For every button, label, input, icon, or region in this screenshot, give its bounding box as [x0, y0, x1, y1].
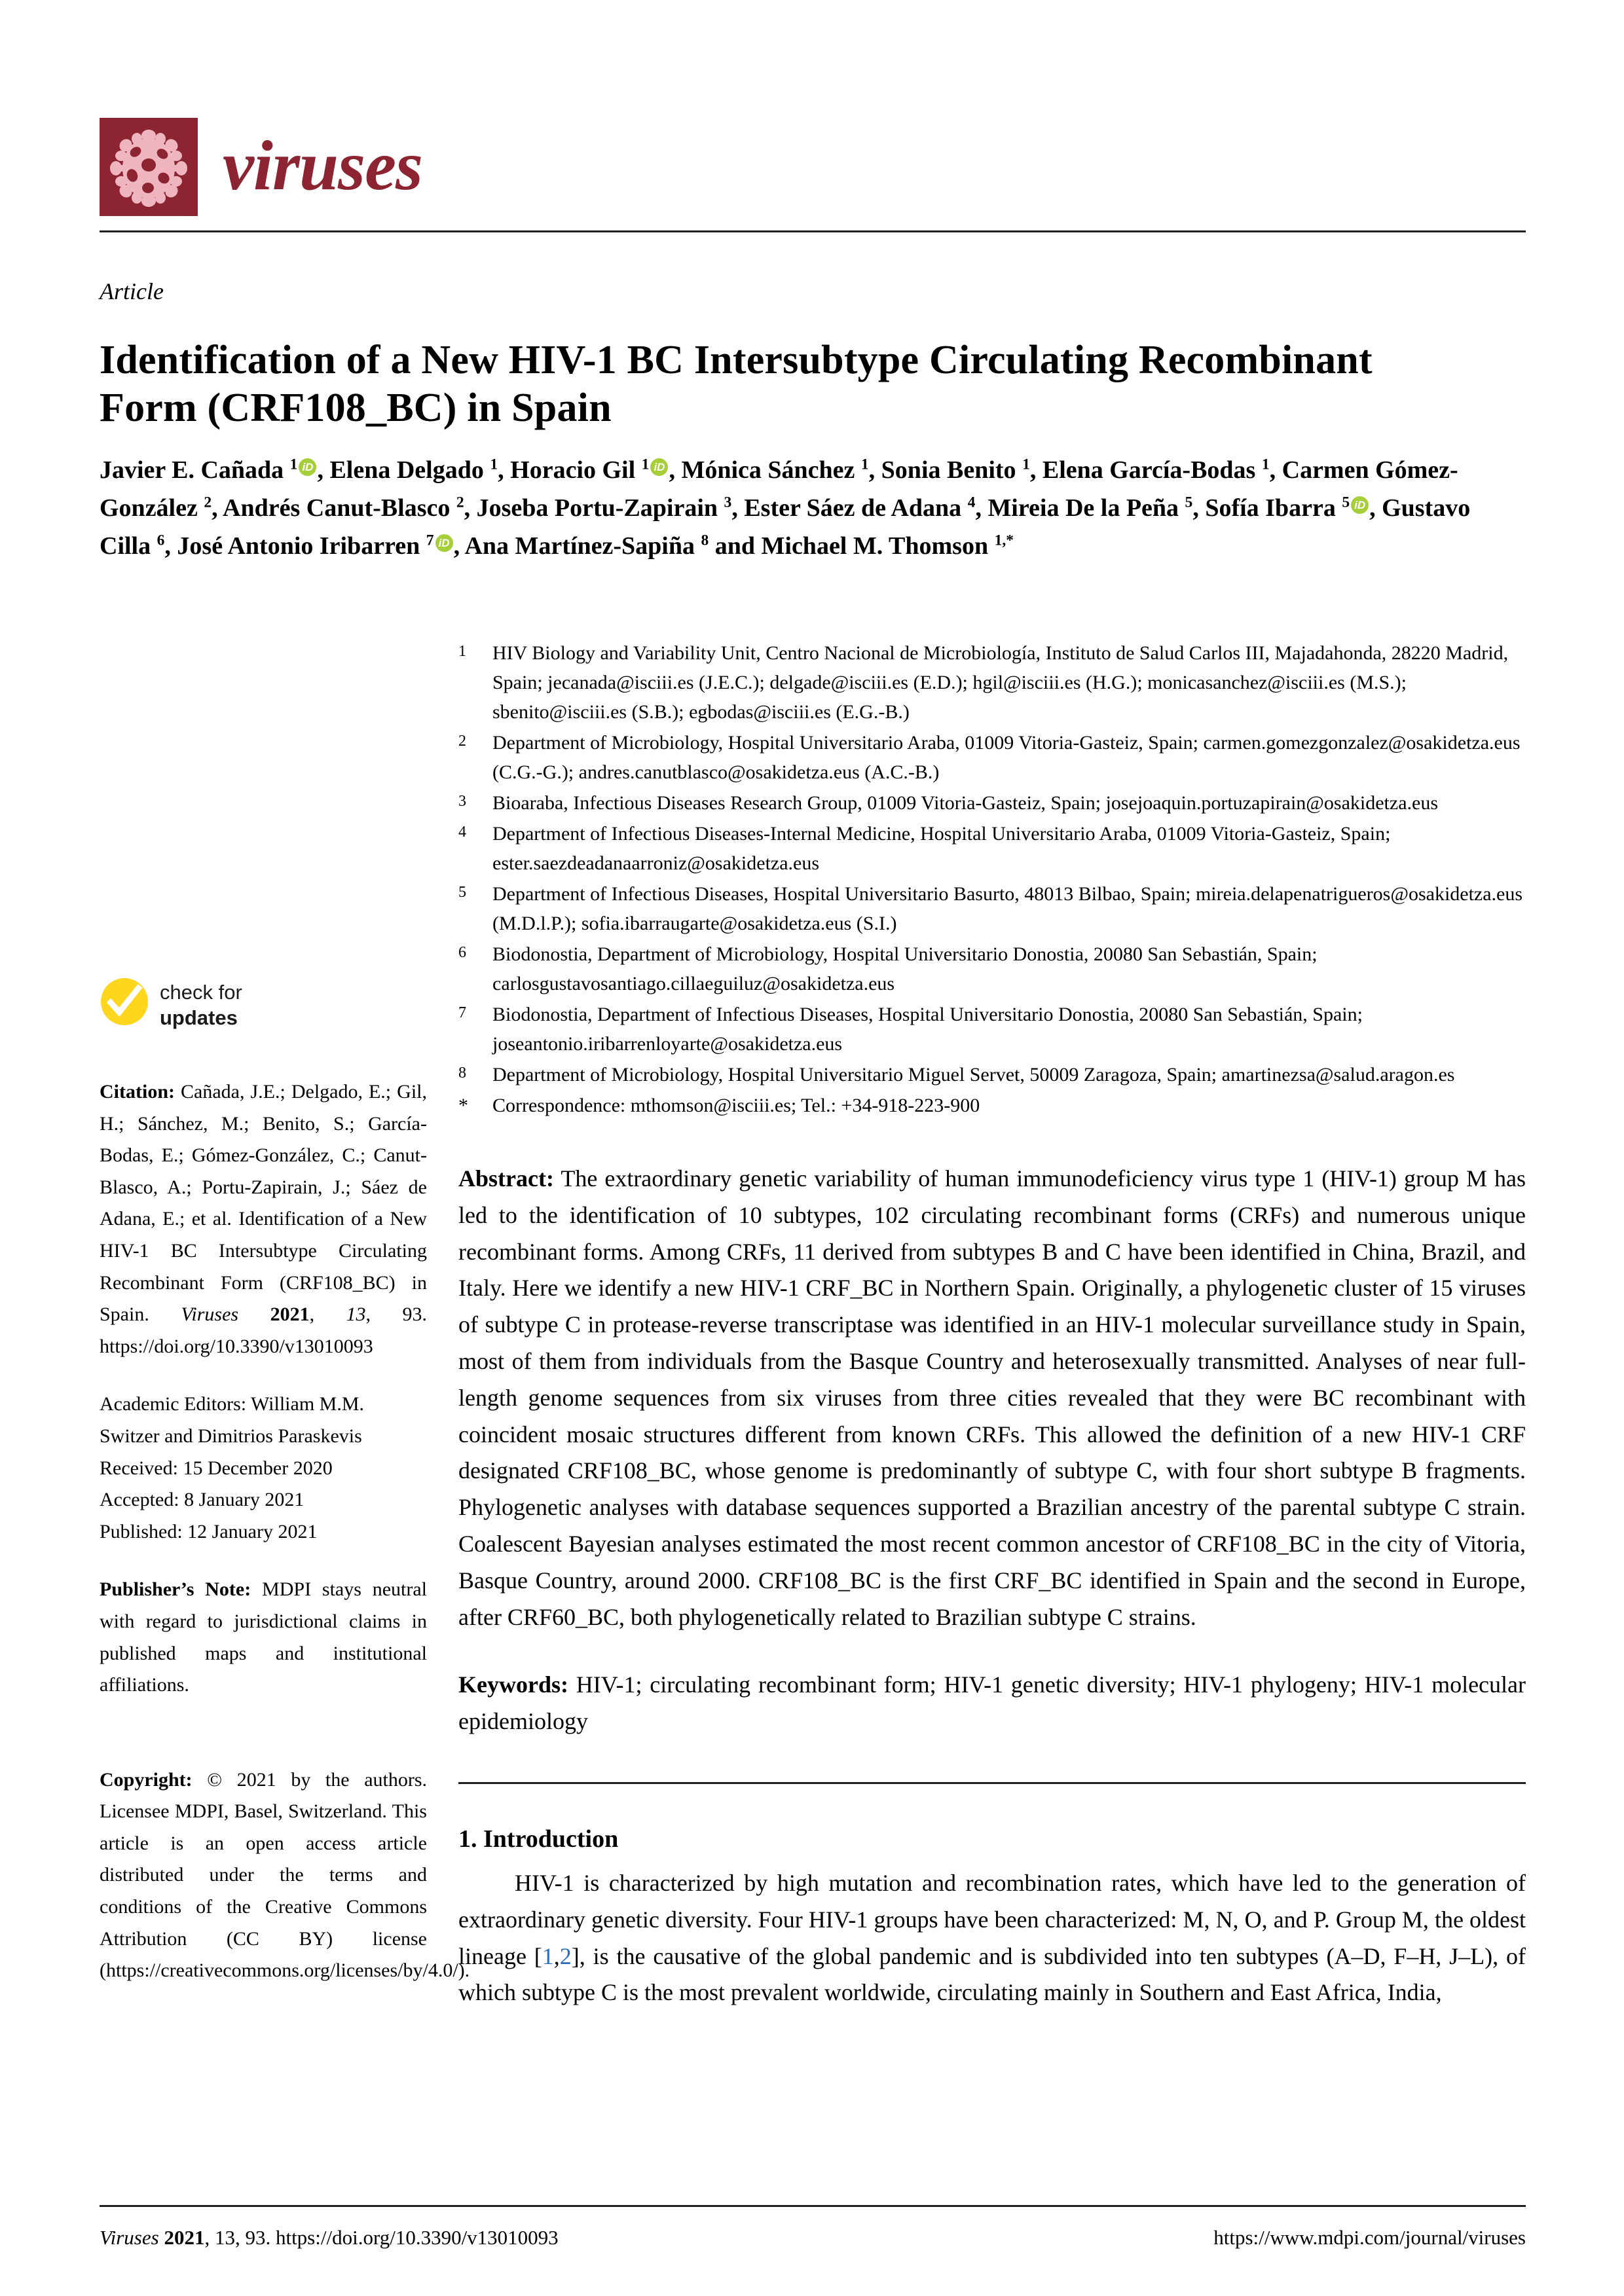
affiliation-text: Department of Microbiology, Hospital Universitario Araba, 01009 Vitoria-Gasteiz, Spain; carmen.gomezgonzalez@osakidetza.eus (C.G.-G.); andres.canutblasco@osakidetza.eus (A.C.-B.)	[492, 732, 1521, 783]
affiliation-marker: 6	[458, 944, 466, 961]
correspondence-row	[458, 1091, 1526, 1120]
affiliation-marker: 4	[458, 824, 466, 841]
affiliation-row	[458, 728, 1526, 787]
keywords	[458, 1667, 1526, 1740]
published-date: Published: 12 January 2021	[100, 1520, 318, 1542]
correspondence-marker: *	[458, 1095, 468, 1116]
affiliation-marker: 2	[458, 733, 466, 750]
check-for-updates-badge[interactable]	[100, 969, 427, 1042]
affiliation-row	[458, 819, 1526, 878]
main-column	[458, 638, 1526, 2011]
footer-journal-name: Viruses	[100, 2226, 159, 2249]
affiliation-text: Department of Infectious Diseases-Internal Medicine, Hospital Universitario Araba, 01009 Vitoria-Gasteiz, Spain; ester.saezdeadanaarroniz@osakidetza.eus	[492, 823, 1391, 874]
abstract	[458, 1161, 1526, 1635]
affiliation-row	[458, 879, 1526, 938]
citation-journal: Viruses	[181, 1303, 239, 1326]
author-list: Javier E. Cañada $^1$ iD , Elena Delgado $^1$, Horacio Gil $^1$ iD , Mónica Sánchez $^1$, Sonia Benito $^1$, Elena García-Bodas $^1$, Carmen Gómez-González $^2$, Andrés Canut-Blasco $^2$, Joseba Portu-Zapirain $^3$, Ester Sáez de Adana $^4$, Mireia De la Peña $^5$, Sofía Ibarra $^5$ iD , Gustavo Cilla $^6$, José Antonio Iribarren $^7$ iD , Ana Martínez-Sapiña $^8$ and Michael M. Thomson $^{1,*}$	[100, 456, 1471, 560]
citation-doi[interactable]: https://doi.org/10.3390/v13010093	[100, 1335, 373, 1357]
affiliation-marker: 5	[458, 884, 466, 901]
check-updates-line1: check for	[160, 981, 242, 1004]
citation-year: 2021	[270, 1303, 310, 1326]
affiliation-text: Bioaraba, Infectious Diseases Research Group, 01009 Vitoria-Gasteiz, Spain; josejoaquin.portuzapirain@osakidetza.eus	[492, 792, 1439, 814]
academic-editors: Academic Editors: William M.M. Switzer and Dimitrios Paraskevis	[100, 1393, 365, 1447]
orcid-icon[interactable]: iD	[650, 458, 668, 476]
affiliation-marker: 1	[458, 643, 466, 660]
virus-particle-icon	[100, 118, 198, 216]
footer-divider	[100, 2205, 1526, 2207]
orcid-icon[interactable]: iD	[1351, 496, 1369, 514]
citation-label: Citation:	[100, 1081, 175, 1102]
affiliation-marker: 7	[458, 1004, 466, 1021]
abstract-label: Abstract:	[458, 1165, 554, 1192]
copyright-text: © 2021 by the authors. Licensee MDPI, Basel, Switzerland. This article is an open access article distributed under the terms and conditions of the Creative Commons Attribution (CC BY) license (https://creativecommons.org/licenses/by/4.0/).	[100, 1768, 470, 1982]
check-for-updates-label	[160, 979, 242, 1030]
affiliation-row	[458, 939, 1526, 998]
editorial-dates	[100, 1389, 427, 1548]
abstract-text: The extraordinary genetic variability of human immunodeficiency virus type 1 (HIV-1) group M has led to the identification of 10 subtypes, 102 circulating recombinant forms (CRFs) and numerous unique recombinant forms. Among CRFs, 11 derived from subtypes B and C have been identified in China, Brazil, and Italy. Here we identify a new HIV-1 CRF_BC in Northern Spain. Originally, a phylogenetic cluster of 15 viruses of subtype C in protease-reverse transcriptase was identified in an HIV-1 molecular surveillance study in Spain, most of them from individuals from the Basque Country and heterosexually transmitted. Analyses of near full-length genome sequences from six viruses from three cities revealed that they were BC recombinant with coincident mosaic structures different from known CRFs. This allowed the definition of a new HIV-1 CRF designated CRF108_BC, whose genome is predominantly of subtype C, with four short subtype B fragments. Phylogenetic analyses with database sequences supported a Brazilian ancestry of the parental subtype C strain. Coalescent Bayesian analyses estimated the most recent common ancestor of CRF108_BC in the city of Vitoria, Basque Country, around 2000. CRF108_BC is the first CRF_BC identified in Spain and the second in Europe, after CRF60_BC, both phylogenetically related to Brazilian subtype C strains.	[458, 1165, 1526, 1630]
accepted-date: Accepted: 8 January 2021	[100, 1489, 304, 1511]
journal-masthead	[100, 118, 1527, 229]
citation-volume: 13	[346, 1303, 366, 1326]
keywords-text: HIV-1; circulating recombinant form; HIV-1 genetic diversity; HIV-1 phylogeny; HIV-1 molecular epidemiology	[458, 1671, 1526, 1735]
publishers-note-text: MDPI stays neutral with regard to jurisdictional claims in published maps and institutional affiliations.	[100, 1578, 428, 1696]
masthead-divider	[100, 230, 1526, 232]
citation-pages: 93.	[402, 1303, 427, 1326]
footer-rest: , 13, 93. https://doi.org/10.3390/v13010093	[204, 2226, 559, 2249]
citation-separator: ,	[553, 1942, 560, 1969]
publishers-note	[100, 1574, 427, 1701]
affiliation-row	[458, 1000, 1526, 1059]
intro-text-before-citation: HIV-1 is characterized by high mutation and recombination rates, which have led to the generation of extraordinary genetic diversity. Four HIV-1 groups have been characterized: M, N, O, and P. Group M, the oldest lineage [	[458, 1869, 1526, 1969]
affiliation-marker: 8	[458, 1065, 466, 1082]
affiliation-text: Department of Microbiology, Hospital Universitario Miguel Servet, 50009 Zaragoza, Spain; amartinezsa@salud.aragon.es	[492, 1064, 1455, 1085]
section-divider	[458, 1782, 1526, 1784]
check-mark-icon	[100, 977, 149, 1027]
affiliation-row	[458, 638, 1526, 727]
affiliation-text: Biodonostia, Department of Infectious Diseases, Hospital Universitario Donostia, 20080 San Sebastián, Spain; joseantonio.iribarrenloyarte@osakidetza.eus	[492, 1004, 1363, 1055]
footer-year: 2021	[164, 2226, 205, 2249]
check-updates-line2: updates	[160, 1006, 238, 1030]
affiliation-text: Biodonostia, Department of Microbiology, Hospital Universitario Donostia, 20080 San Sebastián, Spain; carlosgustavosantiago.cillaeguiluz@osakidetza.eus	[492, 943, 1318, 994]
orcid-icon[interactable]: iD	[435, 534, 453, 552]
correspondence-text: Correspondence: mthomson@isciii.es; Tel.: +34-918-223-900	[492, 1095, 980, 1116]
citation-block: Citation: Cañada, J.E.; Delgado, E.; Gil, H.; Sánchez, M.; Benito, S.; García-Bodas, E.; Gómez-González, C.; Canut-Blasco, A.; Portu-Zapirain, J.; Sáez de Adana, E.; et al. Identification of a New HIV-1 BC Intersubtype Circulating Recombinant Form (CRF108_BC) in Spain. Viruses 2021, 13, 93. https://doi.org/10.3390/v13010093	[100, 1081, 427, 1357]
introduction-heading: 1. Introduction	[458, 1825, 619, 1853]
citation-link-1[interactable]: 1	[542, 1942, 554, 1969]
sidebar	[100, 969, 470, 2013]
affiliation-row	[458, 1060, 1526, 1089]
citation-link-2[interactable]: 2	[559, 1942, 572, 1969]
affiliation-row	[458, 788, 1526, 818]
citation-text: Cañada, J.E.; Delgado, E.; Gil, H.; Sánchez, M.; Benito, S.; García-Bodas, E.; Gómez-González, C.; Canut-Blasco, A.; Portu-Zapirain, J.; Sáez de Adana, E.; et al. Identification of a New HIV-1 BC Intersubtype Circulating Recombinant Form (CRF108_BC) in Spain.	[100, 1081, 427, 1326]
publishers-note-label: Publisher’s Note:	[100, 1578, 251, 1601]
article-type-label: Article	[100, 278, 164, 304]
journal-name[interactable]: viruses	[223, 127, 423, 205]
copyright-note	[100, 1764, 470, 1987]
affiliation-marker: 3	[458, 793, 466, 810]
affiliation-text: Department of Infectious Diseases, Hospital Universitario Basurto, 48013 Bilbao, Spain; mireia.delapenatrigueros@osakidetza.eus (M.D.l.P.); sofia.ibarraugarte@osakidetza.eus (S.I.)	[492, 883, 1523, 934]
footer-journal-url[interactable]: https://www.mdpi.com/journal/viruses	[1213, 2226, 1526, 2249]
page-title: Identification of a New HIV-1 BC Intersubtype Circulating Recombinant Form (CRF108_BC) in Spain	[100, 337, 1373, 430]
received-date: Received: 15 December 2020	[100, 1457, 333, 1479]
orcid-icon[interactable]: iD	[299, 458, 316, 476]
copyright-label: Copyright:	[100, 1768, 193, 1791]
footer-citation	[100, 2226, 559, 2250]
keywords-label: Keywords:	[458, 1671, 568, 1698]
intro-text-after-citation: ], is the causative of the global pandemic and is subdivided into ten subtypes (A–D, F–H, J–L), of which subtype C is the most prevalent worldwide, circulating mainly in Southern and East Africa, India,	[458, 1942, 1526, 2006]
affiliation-list	[458, 638, 1526, 1120]
affiliation-text: HIV Biology and Variability Unit, Centro Nacional de Microbiología, Instituto de Salud Carlos III, Majadahonda, 28220 Madrid, Spain; jecanada@isciii.es (J.E.C.); delgade@isciii.es (E.D.); hgil@isciii.es (H.G.); monicasanchez@isciii.es (M.S.); sbenito@isciii.es (S.B.); egbodas@isciii.es (E.G.-B.)	[492, 642, 1509, 723]
introduction-paragraph	[458, 1865, 1526, 2011]
